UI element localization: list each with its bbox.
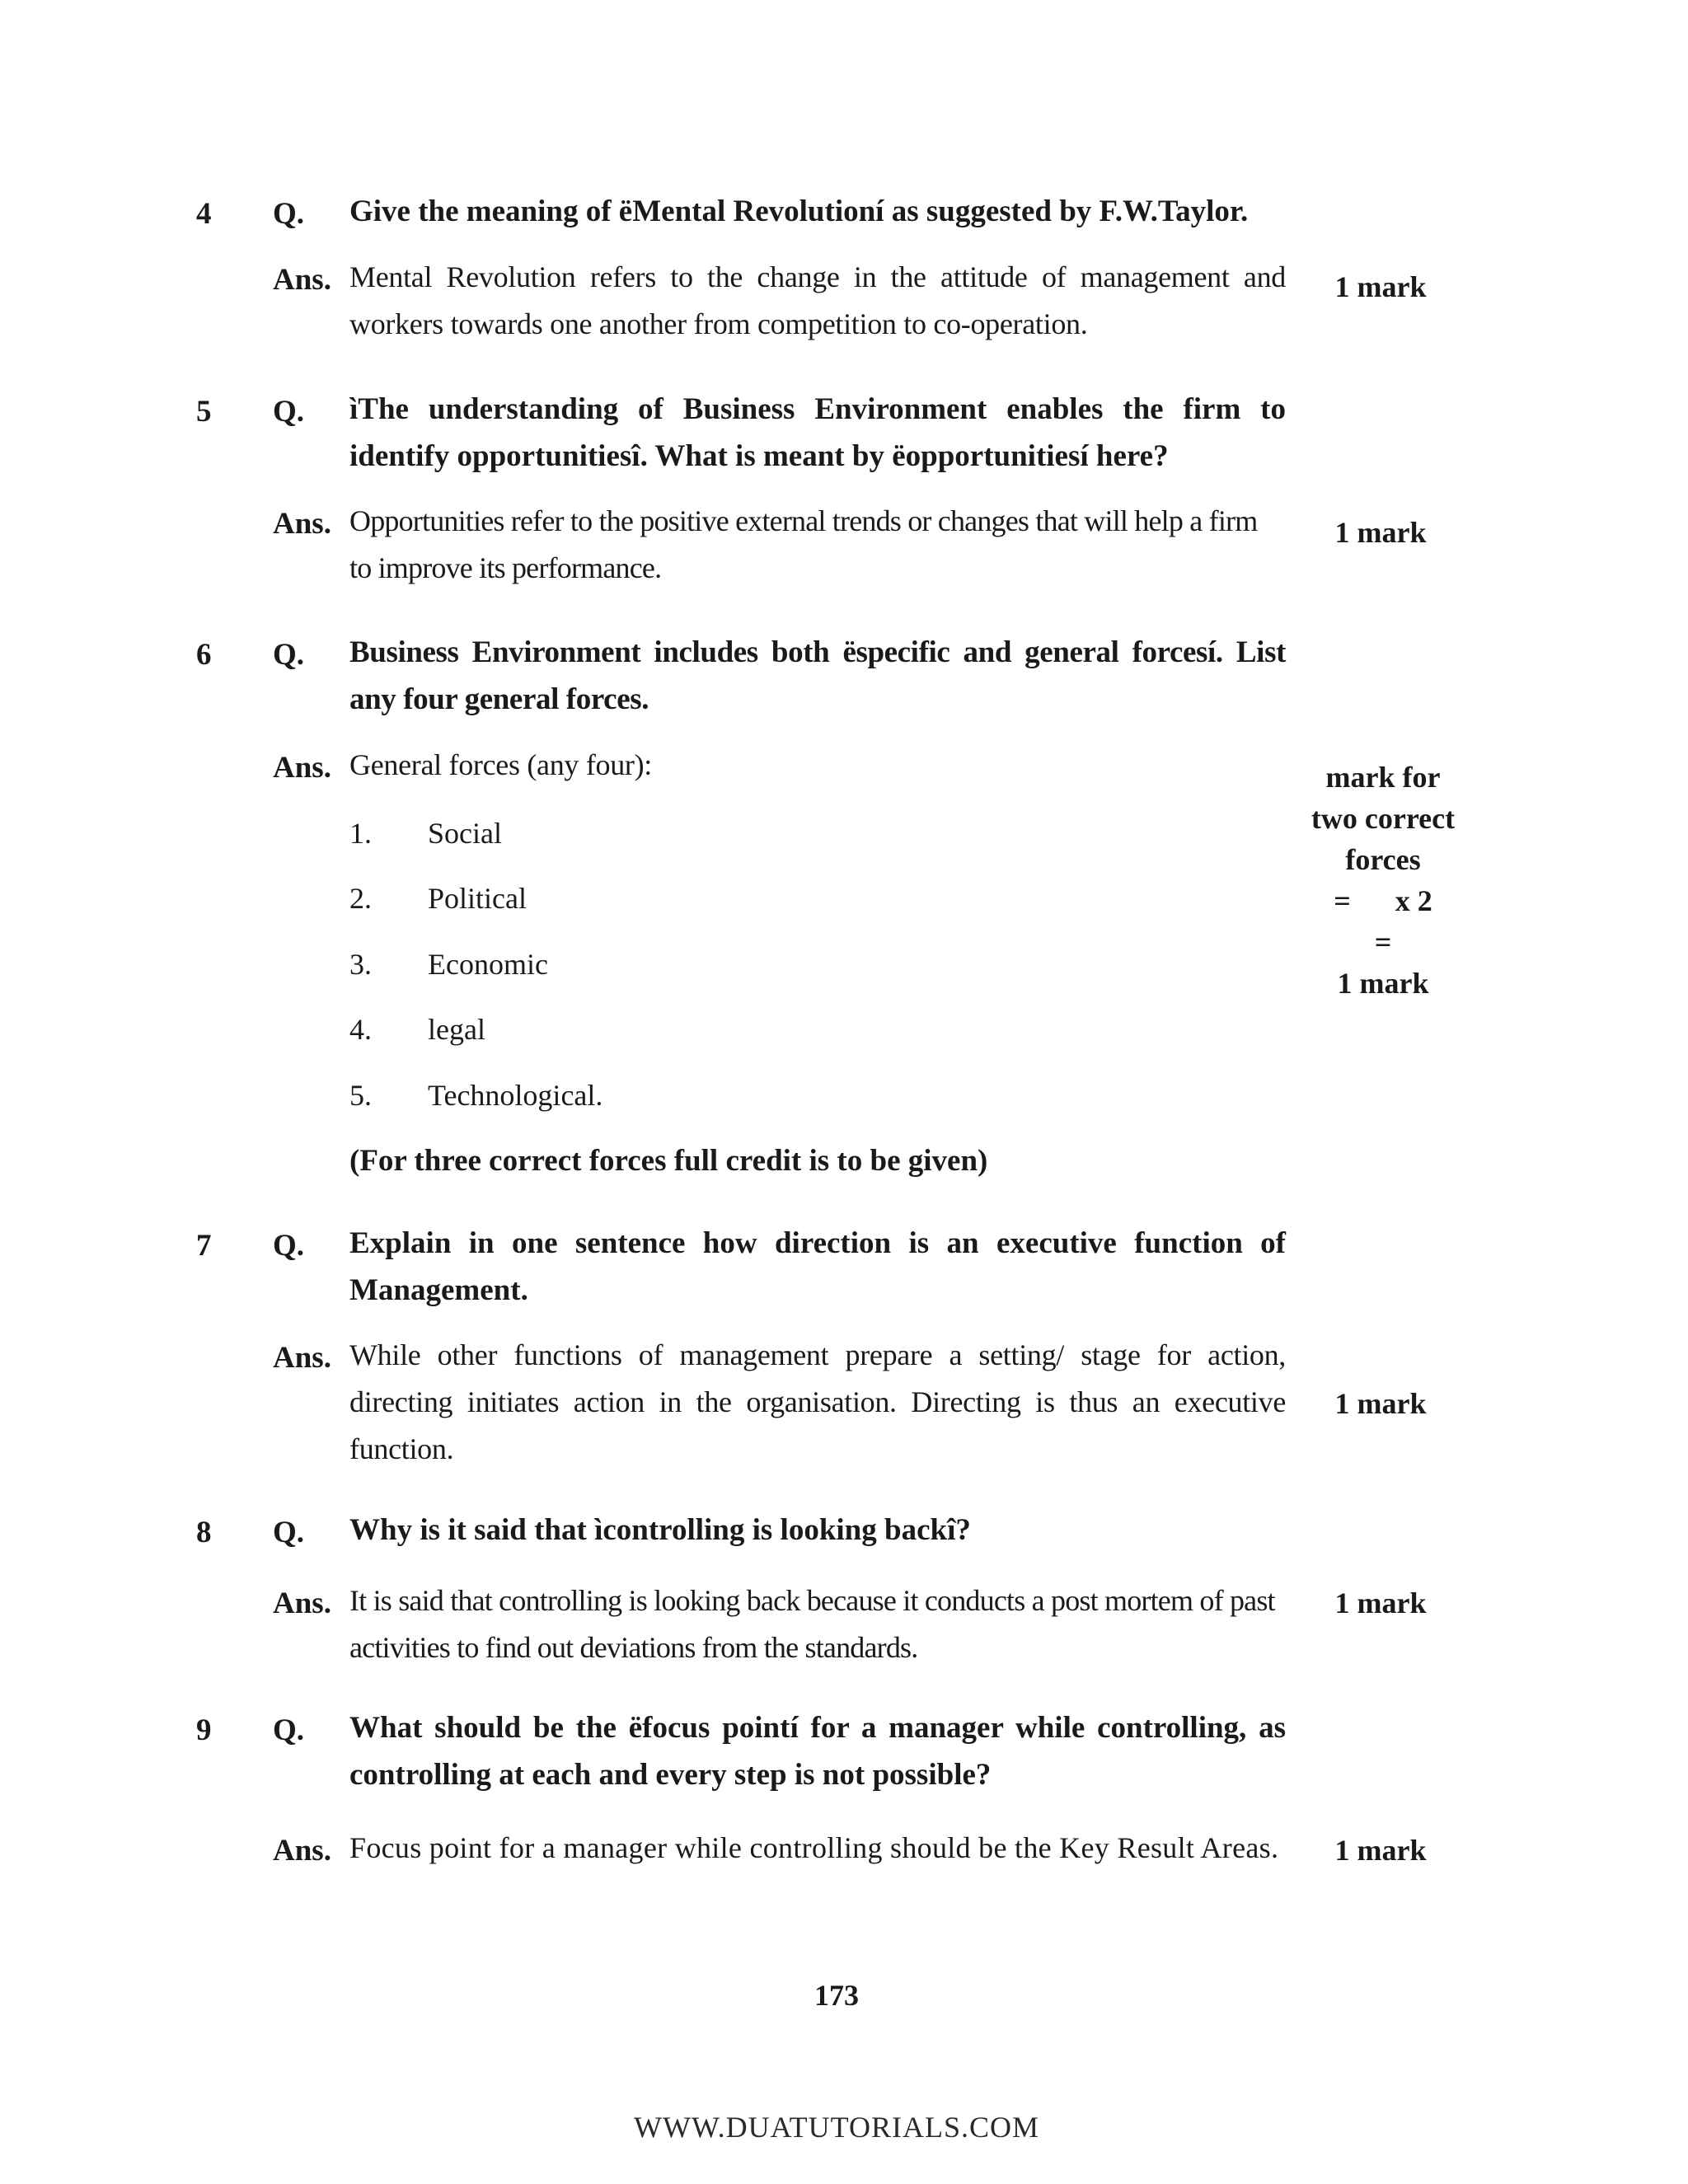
mark-line: = xyxy=(1374,926,1392,958)
list-item-number: 4. xyxy=(349,1013,372,1046)
answer-text: Mental Revolution refers to the change in the attitude of management and workers towards one another from competition to co-operation. xyxy=(349,260,1286,340)
question-text: Business Environment includes both ëspecific and general forcesí. List any four general forces. xyxy=(349,635,1286,716)
question-label: Q. xyxy=(273,197,305,231)
mark-label: 1 mark xyxy=(1334,1834,1427,1867)
answer-text: It is said that controlling is looking back because it conducts a post mortem of past activities to find out deviations from the standards. xyxy=(349,1584,1275,1664)
mark-label: 1 mark xyxy=(1334,516,1427,549)
question-number: 6 xyxy=(196,638,212,672)
answer-label: Ans. xyxy=(273,1586,331,1620)
credit-note: (For three correct forces full credit is to be given) xyxy=(349,1144,988,1178)
list-item-number: 3. xyxy=(349,948,372,981)
question-label: Q. xyxy=(273,638,305,672)
answer-label: Ans. xyxy=(273,263,331,297)
page-number: 173 xyxy=(814,1979,859,2012)
question-number: 5 xyxy=(196,395,212,429)
answer-text: Focus point for a manager while controlling should be the Key Result Areas. xyxy=(349,1831,1279,1864)
mark-line: two correct xyxy=(1311,802,1456,835)
mark-label: 1 mark xyxy=(1334,1387,1427,1420)
question-text: Why is it said that ìcontrolling is looking backî? xyxy=(349,1513,971,1547)
mark-label: 1 mark xyxy=(1334,270,1427,303)
question-text: Explain in one sentence how direction is an executive function of Management. xyxy=(349,1226,1286,1307)
question-text: ìThe understanding of Business Environment enables the firm to identify opportunitiesî. What is meant by ëopportunitiesí here? xyxy=(349,392,1286,473)
answer-label: Ans. xyxy=(273,751,331,785)
list-item: legal xyxy=(428,1013,485,1046)
mark-line: 1 mark xyxy=(1337,967,1429,1000)
question-text: What should be the ëfocus pointí for a manager while controlling, as controlling at each and every step is not possible? xyxy=(349,1711,1286,1792)
mark-line: = x 2 xyxy=(1334,884,1432,917)
list-item-number: 2. xyxy=(349,882,372,915)
answer-label: Ans. xyxy=(273,507,331,541)
question-text: Give the meaning of ëMental Revolutioní as suggested by F.W.Taylor. xyxy=(349,194,1249,228)
mark-line: forces xyxy=(1345,843,1421,876)
mark-breakdown xyxy=(1301,757,1465,1004)
question-number: 7 xyxy=(196,1229,212,1263)
answer-text: Opportunities refer to the positive external trends or changes that will help a firm to improve its performance. xyxy=(349,504,1258,584)
question-number: 8 xyxy=(196,1516,212,1549)
question-label: Q. xyxy=(273,1229,305,1263)
question-number: 9 xyxy=(196,1713,212,1747)
list-item: Economic xyxy=(428,948,548,981)
list-item: Social xyxy=(428,817,502,850)
question-label: Q. xyxy=(273,1713,305,1747)
list-item-number: 1. xyxy=(349,817,372,850)
answer-intro: General forces (any four): xyxy=(349,748,653,781)
answer-text: While other functions of management prepare a setting/ stage for action, directing initiates action in the organisation. Directing is thus an executive function. xyxy=(349,1338,1286,1465)
mark-line: mark for xyxy=(1325,761,1441,794)
question-number: 4 xyxy=(196,197,212,231)
answer-label: Ans. xyxy=(273,1834,331,1868)
list-item-number: 5. xyxy=(349,1079,372,1112)
answer-label: Ans. xyxy=(273,1341,331,1375)
mark-label: 1 mark xyxy=(1334,1586,1427,1619)
footer-url: WWW.DUATUTORIALS.COM xyxy=(634,2111,1039,2144)
question-label: Q. xyxy=(273,395,305,429)
list-item: Technological. xyxy=(428,1079,603,1112)
question-label: Q. xyxy=(273,1516,305,1549)
list-item: Political xyxy=(428,882,527,915)
